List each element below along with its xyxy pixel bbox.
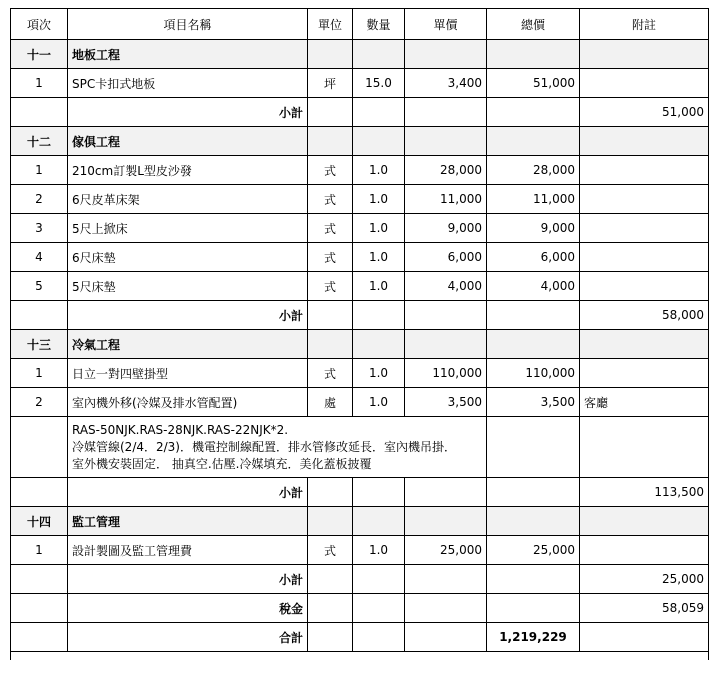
spec-note-line: 冷媒管線(2/4．2/3)．機電控制線配置．排水管修改延長．室內機吊掛． <box>72 439 456 454</box>
item-no: 1 <box>11 536 68 565</box>
section-title: 地板工程 <box>68 40 308 69</box>
item-unit: 式 <box>308 156 353 185</box>
item-unit: 式 <box>308 536 353 565</box>
item-name: 室內機外移(冷媒及排水管配置) <box>68 388 308 417</box>
item-name: 5尺床墊 <box>68 272 308 301</box>
quotation-table <box>10 8 709 660</box>
subtotal-label: 小計 <box>68 98 308 127</box>
item-qty: 1.0 <box>353 536 405 565</box>
item-name: 6尺床墊 <box>68 243 308 272</box>
table-row <box>11 272 709 301</box>
section-no: 十一 <box>11 40 68 69</box>
spec-note-line: RAS-50NJK.RAS-28NJK.RAS-22NJK*2. <box>72 422 289 437</box>
subtotal-row <box>11 478 709 507</box>
subtotal-label: 小計 <box>68 565 308 594</box>
item-note <box>580 536 709 565</box>
section-header <box>11 127 709 156</box>
item-unit: 坪 <box>308 69 353 98</box>
item-name: 5尺上掀床 <box>68 214 308 243</box>
header-price: 單價 <box>405 9 487 40</box>
item-name: SPC卡扣式地板 <box>68 69 308 98</box>
item-total: 11,000 <box>487 185 580 214</box>
item-no: 2 <box>11 185 68 214</box>
item-price: 3,400 <box>405 69 487 98</box>
item-no: 4 <box>11 243 68 272</box>
item-qty: 1.0 <box>353 359 405 388</box>
section-title: 監工管理 <box>68 507 308 536</box>
header-name: 項目名稱 <box>68 9 308 40</box>
section-header <box>11 330 709 359</box>
header-no: 項次 <box>11 9 68 40</box>
item-no: 1 <box>11 156 68 185</box>
subtotal-value: 51,000 <box>580 98 709 127</box>
subtotal-row <box>11 565 709 594</box>
tax-row <box>11 594 709 623</box>
tax-value: 58,059 <box>580 594 709 623</box>
subtotal-row <box>11 98 709 127</box>
item-no: 5 <box>11 272 68 301</box>
item-total: 4,000 <box>487 272 580 301</box>
section-header <box>11 40 709 69</box>
tax-label: 稅金 <box>68 594 308 623</box>
subtotal-row <box>11 301 709 330</box>
item-price: 25,000 <box>405 536 487 565</box>
subtotal-value: 58,000 <box>580 301 709 330</box>
item-no: 2 <box>11 388 68 417</box>
item-price: 110,000 <box>405 359 487 388</box>
header-row <box>11 9 709 40</box>
grand-total-value: 1,219,229 <box>487 623 580 652</box>
item-no: 3 <box>11 214 68 243</box>
item-price: 9,000 <box>405 214 487 243</box>
item-name: 6尺皮革床架 <box>68 185 308 214</box>
item-total: 110,000 <box>487 359 580 388</box>
item-unit: 式 <box>308 359 353 388</box>
item-note: 客廳 <box>580 388 709 417</box>
item-price: 11,000 <box>405 185 487 214</box>
header-note: 附註 <box>580 9 709 40</box>
item-note <box>580 156 709 185</box>
subtotal-label: 小計 <box>68 478 308 507</box>
item-total: 25,000 <box>487 536 580 565</box>
spec-note-line: 室外機安裝固定． 抽真空.估壓.冷媒填充．美化蓋板披覆 <box>72 456 372 471</box>
item-no: 1 <box>11 359 68 388</box>
item-unit: 式 <box>308 185 353 214</box>
item-note <box>580 185 709 214</box>
item-qty: 1.0 <box>353 388 405 417</box>
item-qty: 1.0 <box>353 272 405 301</box>
item-unit: 式 <box>308 243 353 272</box>
header-unit: 單位 <box>308 9 353 40</box>
item-note <box>580 359 709 388</box>
section-title: 傢俱工程 <box>68 127 308 156</box>
section-title: 冷氣工程 <box>68 330 308 359</box>
item-total: 9,000 <box>487 214 580 243</box>
item-total: 51,000 <box>487 69 580 98</box>
item-unit: 式 <box>308 214 353 243</box>
header-total: 總價 <box>487 9 580 40</box>
item-price: 3,500 <box>405 388 487 417</box>
section-no: 十三 <box>11 330 68 359</box>
item-price: 28,000 <box>405 156 487 185</box>
table-row <box>11 536 709 565</box>
item-total: 3,500 <box>487 388 580 417</box>
table-row <box>11 156 709 185</box>
spec-notes <box>68 417 487 478</box>
table-row <box>11 214 709 243</box>
table-row <box>11 69 709 98</box>
item-note <box>580 243 709 272</box>
table-row <box>11 388 709 417</box>
item-unit: 式 <box>308 272 353 301</box>
item-note <box>580 69 709 98</box>
grand-total-label: 合計 <box>68 623 308 652</box>
item-name: 210cm訂製L型皮沙發 <box>68 156 308 185</box>
item-qty: 1.0 <box>353 185 405 214</box>
item-qty: 1.0 <box>353 156 405 185</box>
section-no: 十二 <box>11 127 68 156</box>
item-note <box>580 272 709 301</box>
table-row <box>11 185 709 214</box>
subtotal-value: 113,500 <box>580 478 709 507</box>
subtotal-label: 小計 <box>68 301 308 330</box>
item-price: 4,000 <box>405 272 487 301</box>
grand-total-row <box>11 623 709 652</box>
item-unit: 處 <box>308 388 353 417</box>
item-total: 6,000 <box>487 243 580 272</box>
note-row <box>11 417 709 478</box>
item-qty: 1.0 <box>353 214 405 243</box>
item-name: 日立一對四壁掛型 <box>68 359 308 388</box>
table-row <box>11 359 709 388</box>
item-note <box>580 214 709 243</box>
header-qty: 數量 <box>353 9 405 40</box>
item-qty: 15.0 <box>353 69 405 98</box>
item-name: 設計製圖及監工管理費 <box>68 536 308 565</box>
item-no: 1 <box>11 69 68 98</box>
table-bottom-edge <box>11 652 709 660</box>
table-row <box>11 243 709 272</box>
item-total: 28,000 <box>487 156 580 185</box>
subtotal-value: 25,000 <box>580 565 709 594</box>
section-header <box>11 507 709 536</box>
item-price: 6,000 <box>405 243 487 272</box>
item-qty: 1.0 <box>353 243 405 272</box>
section-no: 十四 <box>11 507 68 536</box>
